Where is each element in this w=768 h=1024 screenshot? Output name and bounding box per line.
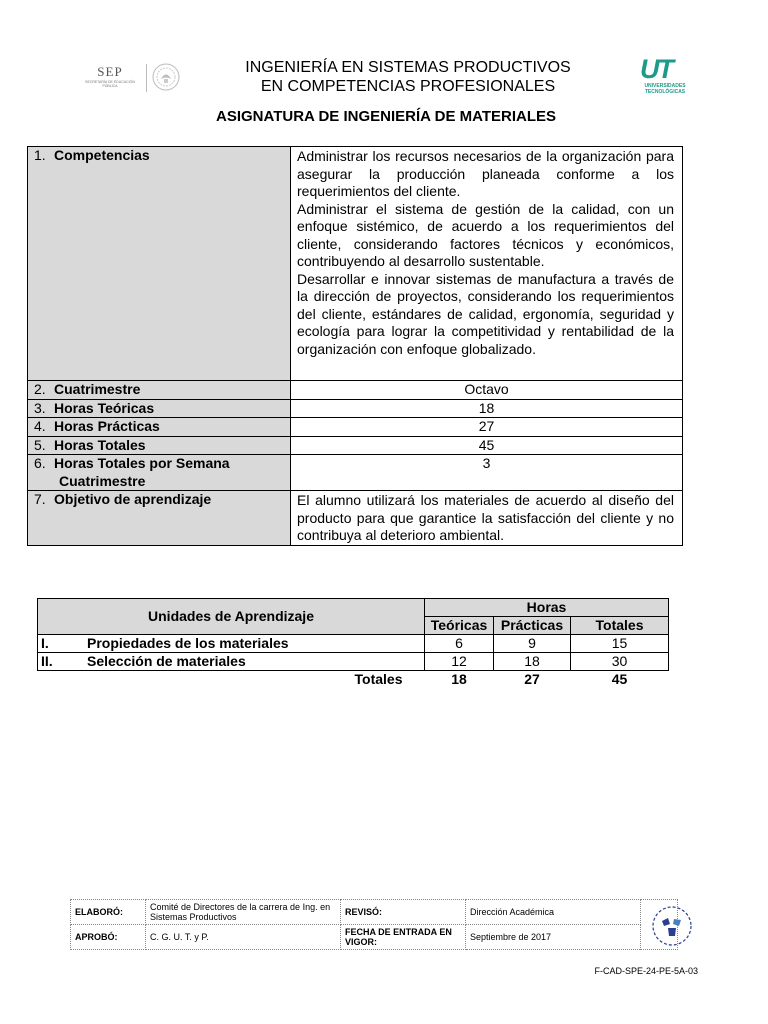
competencia-paragraph: Administrar el sistema de gestión de la calidad, con un enfoque sistémico, de acuerdo a los requerimientos del cliente, considerando factores técnicos y económicos, contribuyendo al desarrollo sustentable. bbox=[297, 200, 674, 269]
table-row bbox=[28, 491, 683, 546]
fecha-value: Septiembre de 2017 bbox=[466, 925, 641, 950]
elaboro-value: Comité de Directores de la carrera de Ing. en Sistemas Productivos bbox=[146, 900, 341, 925]
row-label: Horas Prácticas bbox=[54, 418, 160, 434]
total-teoricas: 18 bbox=[451, 671, 467, 687]
totals-label: Totales bbox=[354, 671, 403, 687]
unit-name: Selección de materiales bbox=[87, 653, 246, 669]
elaboro-label: ELABORÓ: bbox=[71, 900, 146, 925]
unit-name: Propiedades de los materiales bbox=[87, 635, 289, 651]
fecha-label: FECHA DE ENTRADA EN VIGOR: bbox=[341, 925, 466, 950]
ut-logo-mark: UT bbox=[640, 54, 672, 84]
units-table bbox=[37, 598, 669, 688]
unit-practicas: 18 bbox=[494, 653, 571, 671]
row-number: 3. bbox=[34, 399, 46, 416]
horas-practicas-value: 27 bbox=[291, 418, 683, 437]
subject-title: ASIGNATURA DE INGENIERÍA DE MATERIALES bbox=[215, 108, 556, 125]
total-practicas: 27 bbox=[524, 671, 540, 687]
table-row bbox=[28, 381, 683, 400]
unit-practicas: 9 bbox=[494, 635, 571, 653]
unit-totales: 15 bbox=[571, 635, 669, 653]
teoricas-header: Teóricas bbox=[425, 617, 494, 635]
unit-totales: 30 bbox=[571, 653, 669, 671]
row-label: Competencias bbox=[54, 147, 150, 163]
row-number: 5. bbox=[34, 436, 46, 453]
horas-totales-value: 45 bbox=[291, 436, 683, 455]
table-row bbox=[28, 436, 683, 455]
sep-logo bbox=[78, 64, 142, 88]
horas-semana-value: 3 bbox=[291, 455, 683, 491]
table-row bbox=[38, 635, 669, 653]
total-totales: 45 bbox=[611, 671, 628, 687]
horas-header: Horas bbox=[425, 599, 669, 617]
row-number: 7. bbox=[34, 491, 46, 507]
cuatrimestre-value: Octavo bbox=[291, 381, 683, 400]
aprobo-value: C. G. U. T. y P. bbox=[146, 925, 341, 950]
table-row bbox=[28, 418, 683, 437]
table-row bbox=[28, 455, 683, 491]
logo-divider bbox=[146, 64, 147, 92]
row-label: Horas Totales por Semana bbox=[54, 455, 230, 471]
row-number: 1. bbox=[34, 147, 46, 163]
competencias-value bbox=[291, 147, 683, 381]
row-number: 4. bbox=[34, 418, 46, 434]
row-label: Horas Totales bbox=[54, 436, 146, 453]
competencia-paragraph: Administrar los recursos necesarios de la organización para asegurar la producción planeada conforme a los requerimientos del cliente. bbox=[297, 148, 674, 199]
footer-row bbox=[71, 925, 678, 950]
row-label: Horas Teóricas bbox=[54, 399, 155, 416]
competencia-paragraph: Desarrollar e innovar sistemas de manufactura a través de la dirección de proyectos, considerando los requerimientos del cliente, estándares de calidad, ergonomía, seguridad y ecología para lograr la competitividad y rentabilidad de la organización con enfoque globalizado. bbox=[297, 270, 674, 357]
footer-row bbox=[71, 900, 678, 925]
table-row bbox=[28, 147, 683, 381]
practicas-header: Prácticas bbox=[494, 617, 571, 635]
objetivo-value: El alumno utilizará los materiales de acuerdo al diseño del producto para que garantice la satisfacción del cliente y no contribuya al deterioro ambiental. bbox=[291, 491, 683, 546]
unit-teoricas: 12 bbox=[425, 653, 494, 671]
row-number: 6. bbox=[34, 455, 46, 471]
sep-logo-text: SEP bbox=[97, 64, 123, 79]
form-code: F-CAD-SPE-24-PE-5A-03 bbox=[594, 966, 698, 976]
row-label-continued: Cuatrimestre bbox=[59, 472, 146, 489]
unit-number: II. bbox=[41, 653, 53, 669]
aprobo-label: APROBÓ: bbox=[71, 925, 146, 950]
horas-teoricas-value: 18 bbox=[291, 399, 683, 418]
row-label: Cuatrimestre bbox=[54, 381, 141, 397]
units-header: Unidades de Aprendizaje bbox=[38, 599, 425, 635]
totales-header: Totales bbox=[571, 617, 669, 635]
footer-approval-table bbox=[70, 899, 678, 950]
row-number: 2. bbox=[34, 381, 46, 397]
institution-seal-icon bbox=[648, 903, 696, 949]
program-title-line2: EN COMPETENCIAS PROFESIONALES bbox=[260, 78, 556, 95]
mexico-seal-icon bbox=[151, 62, 181, 92]
reviso-label: REVISÓ: bbox=[341, 900, 466, 925]
totals-row bbox=[38, 671, 669, 689]
sep-logo-subtext: SECRETARÍA DE EDUCACIÓN PÚBLICA bbox=[85, 80, 135, 88]
table-row bbox=[28, 399, 683, 418]
row-label: Objetivo de aprendizaje bbox=[54, 491, 212, 507]
program-title bbox=[200, 58, 616, 96]
unit-teoricas: 6 bbox=[425, 635, 494, 653]
units-header-row bbox=[38, 599, 669, 617]
subject-info-table bbox=[27, 146, 683, 546]
unit-number: I. bbox=[41, 635, 49, 651]
ut-logo-text: UNIVERSIDADES TECNOLÓGICAS bbox=[644, 83, 686, 95]
program-title-line1: INGENIERÍA EN SISTEMAS PRODUCTIVOS bbox=[245, 59, 571, 76]
table-row bbox=[38, 653, 669, 671]
reviso-value: Dirección Académica bbox=[466, 900, 641, 925]
